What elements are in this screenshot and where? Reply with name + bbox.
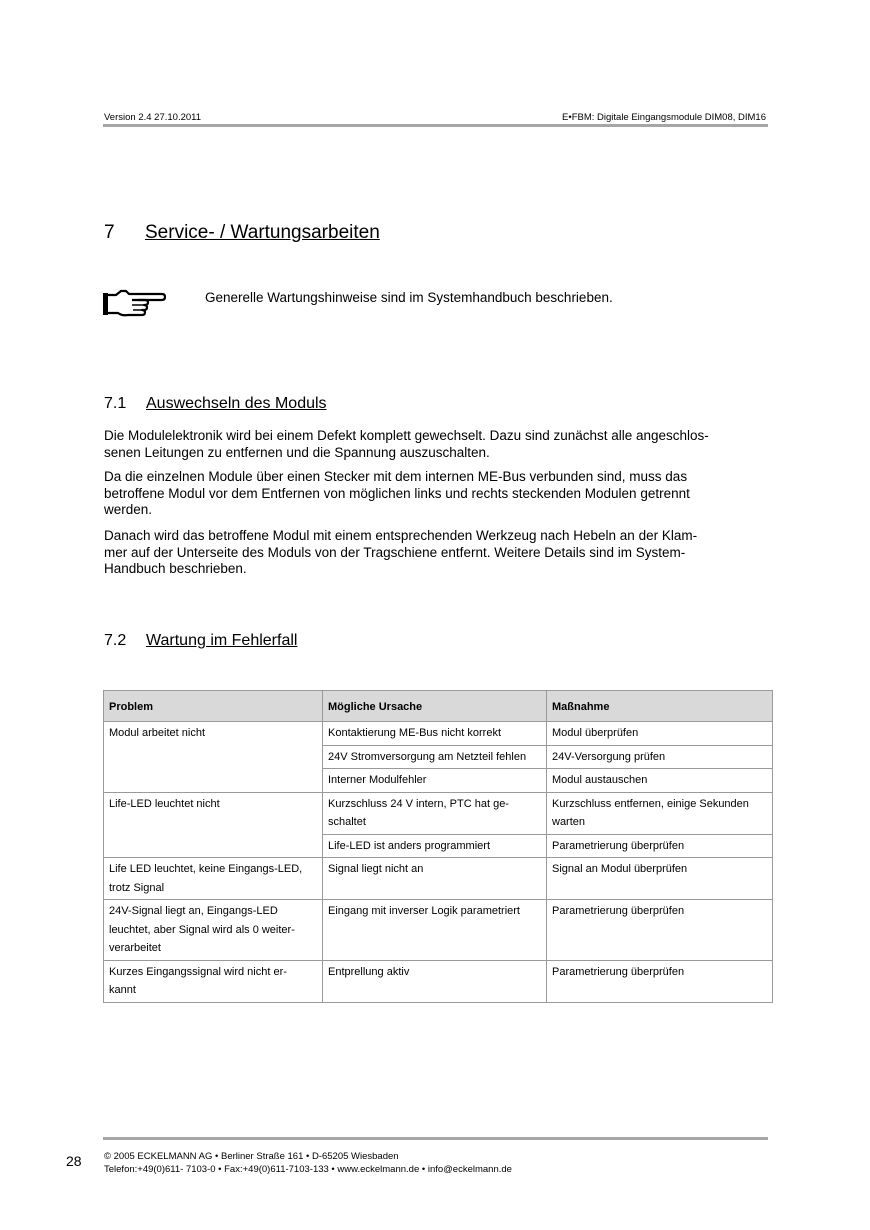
cause-cell: [323, 769, 547, 793]
cause-cell: [323, 900, 547, 961]
table-row: [104, 900, 773, 961]
action-cell: [547, 858, 773, 900]
cell-line: Signal an Modul überprüfen: [552, 863, 688, 875]
cell-line: Signal liegt nicht an: [328, 863, 424, 875]
action-cell: [547, 722, 773, 746]
paragraph-line: mer auf der Unterseite des Moduls von der Tragschiene entfernt. Weitere Details sind im System-: [104, 544, 686, 560]
cell-line: Life-LED ist anders programmiert: [328, 839, 491, 852]
cause-cell: [323, 834, 547, 858]
cell-line: Kurzes Eingangssignal wird nicht er-: [109, 965, 287, 978]
cell-line: Life-LED leuchtet nicht: [109, 797, 220, 810]
paragraph-line: Da die einzelnen Module über einen Stecker mit dem internen ME-Bus verbunden sind, muss das: [104, 469, 688, 484]
cell-line: 24V-Versorgung prüfen: [552, 750, 666, 763]
table-row: [104, 858, 773, 900]
footer-address: © 2005 ECKELMANN AG • Berliner Straße 161 • D-65205 Wiesbaden: [104, 1151, 399, 1162]
section-number: 7: [104, 222, 115, 243]
table-header-row: [104, 691, 773, 722]
paragraph-line: Danach wird das betroffene Modul mit einem entsprechenden Werkzeug nach Hebeln an der Klam-: [104, 528, 698, 543]
cell-line: Kurzschluss entfernen, einige Sekunden: [552, 797, 749, 810]
action-cell: [547, 792, 773, 834]
header-version-date: Version 2.4 27.10.2011: [104, 112, 202, 123]
cause-cell: [323, 960, 547, 1002]
cell-line: warten: [552, 816, 586, 828]
cell-line: trotz Signal: [109, 881, 165, 894]
paragraph-line: werden.: [104, 502, 153, 517]
column-header-cause: Mögliche Ursache: [323, 691, 547, 722]
table-row: [104, 960, 773, 1002]
column-header-problem: Problem: [104, 691, 323, 722]
paragraph-line: Die Modulelektronik wird bei einem Defekt komplett gewechselt. Dazu sind zunächst alle angeschlos-: [104, 428, 709, 443]
column-header-action: Maßnahme: [547, 691, 773, 722]
paragraph-line: betroffene Modul vor dem Entfernen von möglichen links und rechts steckenden Modulen getrennt: [104, 485, 690, 501]
cause-cell: [323, 858, 547, 900]
cell-line: Life LED leuchtet, keine Eingangs-LED,: [109, 863, 303, 875]
cell-line: Modul austauschen: [552, 774, 648, 786]
footer-rule: [103, 1137, 768, 1140]
section-number: 7.2: [104, 632, 127, 649]
cell-line: Kontaktierung ME-Bus nicht korrekt: [328, 727, 502, 739]
section-number: 7.1: [104, 395, 127, 412]
cell-line: Eingang mit inverser Logik parametriert: [328, 905, 520, 917]
cell-line: 24V Stromversorgung am Netzteil fehlen: [328, 750, 527, 763]
maintenance-note: Generelle Wartungshinweise sind im Systemhandbuch beschrieben.: [205, 290, 613, 305]
header-rule: [103, 124, 768, 127]
cell-line: Entprellung aktiv: [328, 965, 410, 978]
problem-cell: [104, 960, 323, 1002]
cell-line: verarbeitet: [109, 942, 161, 954]
action-cell: [547, 769, 773, 793]
table-row: [104, 722, 773, 746]
cell-line: Parametrierung überprüfen: [552, 965, 685, 978]
footer-contact: Telefon:+49(0)611- 7103-0 • Fax:+49(0)611-7103-133 • www.eckelmann.de • info@eckelmann.de: [104, 1164, 512, 1175]
cell-line: Parametrierung überprüfen: [552, 839, 685, 852]
paragraph-3: [104, 528, 774, 578]
problem-cell: [104, 792, 323, 858]
pointing-hand-icon: [102, 288, 166, 318]
cell-line: leuchtet, aber Signal wird als 0 weiter-: [109, 923, 295, 936]
section-title: Service- / Wartungsarbeiten: [145, 222, 380, 243]
action-cell: [547, 834, 773, 858]
cell-line: Kurzschluss 24 V intern, PTC hat ge-: [328, 797, 509, 810]
paragraph-line: senen Leitungen zu entfernen und die Spannung auszuschalten.: [104, 444, 490, 460]
cell-line: kannt: [109, 984, 136, 996]
paragraph-2: [104, 469, 774, 519]
cell-line: Modul überprüfen: [552, 727, 639, 739]
page-number: 28: [66, 1153, 82, 1169]
section-title: Auswechseln des Moduls: [146, 395, 327, 412]
problem-cell: [104, 722, 323, 793]
header-doc-title: E•FBM: Digitale Eingangsmodule DIM08, DIM16: [562, 112, 766, 123]
section-title: Wartung im Fehlerfall: [146, 632, 298, 649]
cause-cell: [323, 745, 547, 769]
paragraph-line: Handbuch beschrieben.: [104, 561, 247, 576]
problem-cell: [104, 858, 323, 900]
cell-line: Interner Modulfehler: [328, 774, 427, 786]
action-cell: [547, 900, 773, 961]
cause-cell: [323, 792, 547, 834]
cause-cell: [323, 722, 547, 746]
action-cell: [547, 745, 773, 769]
problem-cell: [104, 900, 323, 961]
cell-line: Modul arbeitet nicht: [109, 727, 205, 739]
table-row: [104, 792, 773, 834]
cell-line: schaltet: [328, 816, 366, 828]
troubleshooting-table: [103, 690, 773, 1003]
cell-line: Parametrierung überprüfen: [552, 905, 685, 917]
cell-line: 24V-Signal liegt an, Eingangs-LED: [109, 905, 278, 917]
action-cell: [547, 960, 773, 1002]
paragraph-1: [104, 428, 774, 461]
